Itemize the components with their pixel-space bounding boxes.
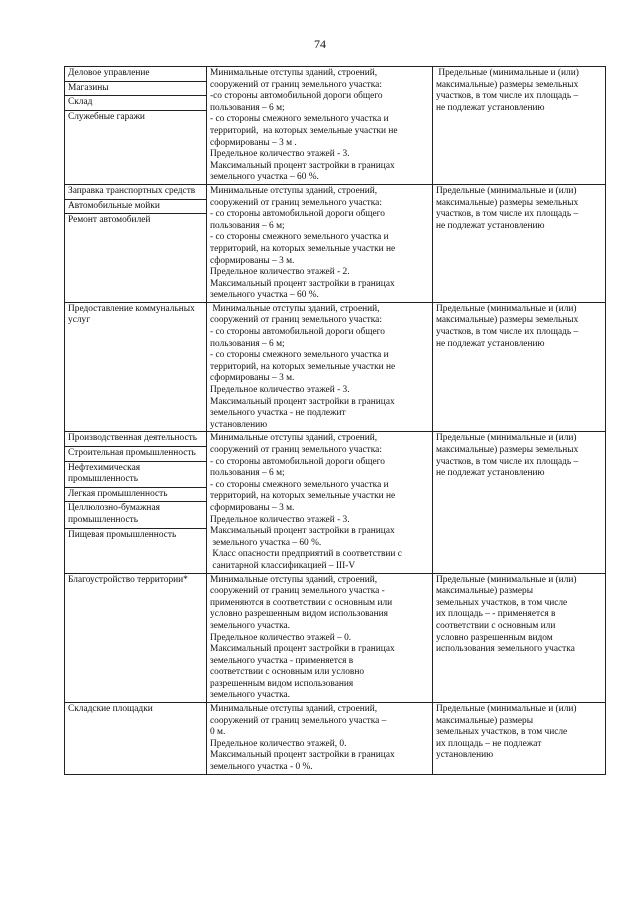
land-use-type: Строительная промышленность [65, 447, 206, 462]
parameter-line: 0 м. [210, 727, 226, 738]
land-use-type: Ремонт автомобилей [68, 215, 151, 226]
plot-size-line: не подлежат установлению [436, 220, 545, 231]
parameter-line: Предельное количество этажей - 2. [210, 267, 350, 278]
parameter-line: Предельное количество этажей - 3. [210, 514, 350, 525]
parameter-line: земельного участка - не подлежит [210, 408, 346, 419]
land-use-type: Склад [65, 96, 206, 111]
parameter-line: территорий, на которых земельные участки не [210, 243, 396, 254]
zoning-regulations-table [64, 66, 606, 775]
plot-size-cell [433, 703, 606, 775]
land-use-cell [65, 432, 207, 573]
parameter-line: пользования – 6 м; [210, 338, 285, 349]
parameter-line: санитарной классификацией – III-V [210, 560, 356, 571]
plot-size-line: их площадь – не подлежат [436, 738, 542, 749]
land-use-type: Пищевая промышленность [68, 529, 177, 540]
table-row [65, 67, 606, 185]
parameter-line: пользования – 6 м; [210, 102, 285, 113]
plot-size-line: Предельные (минимальные и (или) [436, 704, 577, 715]
parameter-line: применяются в соответствии с основным или [210, 597, 393, 608]
parameter-line: Минимальные отступы зданий, строений, [210, 68, 378, 78]
parameter-line: территорий, на которых земельные участки не [210, 125, 398, 136]
plot-size-line: участков, в том числе их площадь – [436, 209, 579, 220]
land-use-cell [65, 573, 207, 703]
parameter-line: Минимальные отступы зданий, строений, [210, 303, 380, 314]
plot-size-line: Предельные (минимальные и (или) [436, 574, 577, 585]
page-number: 74 [314, 37, 326, 51]
plot-size-cell [433, 432, 606, 573]
plot-size-line: использования земельного участка [436, 644, 575, 655]
parameter-line: земельного участка. [210, 690, 290, 701]
land-use-cell [65, 184, 207, 302]
plot-size-cell [433, 67, 606, 185]
parameter-line: Минимальные отступы зданий, строений, [210, 574, 378, 585]
parameter-line: Максимальный процент застройки в границах [210, 278, 395, 289]
plot-size-line: Предельные (минимальные и (или) [436, 303, 577, 314]
land-use-type: Автомобильные мойки [65, 200, 206, 215]
parameter-line: земельного участка – 60 %. [210, 172, 319, 183]
parameter-line: - со стороны смежного земельного участка и [210, 350, 389, 361]
parameter-line: территорий, на которых земельные участки не [210, 491, 396, 502]
table-row [65, 432, 606, 573]
plot-size-line: Предельные (минимальные и (или) [436, 433, 577, 444]
parameter-line: Максимальный процент застройки в границах [210, 644, 395, 655]
building-parameters-cell [207, 703, 433, 775]
plot-size-line: максимальные) размеры земельных [436, 315, 579, 326]
parameter-line: - со стороны смежного земельного участка и [210, 479, 389, 490]
land-use-type: Нефтехимическая промышленность [65, 462, 206, 488]
parameter-line: Максимальный процент застройки в границах [210, 396, 395, 407]
plot-size-line: Предельные (минимальные и (или) [436, 185, 577, 196]
parameter-line: территорий, на которых земельные участки не [210, 361, 396, 372]
plot-size-line: земельных участков, в том числе [436, 597, 568, 608]
plot-size-line: установлению [436, 750, 494, 761]
land-use-type: Предоставление коммунальных услуг [68, 303, 195, 326]
plot-size-line: земельных участков, в том числе [436, 727, 568, 738]
building-parameters-cell [207, 432, 433, 573]
parameter-line: Класс опасности предприятий в соответствии с [210, 549, 402, 560]
parameter-line: земельного участка – 60 %. [210, 290, 319, 301]
plot-size-cell [433, 302, 606, 432]
plot-size-line: максимальные) размеры земельных [436, 197, 579, 208]
table-row [65, 184, 606, 302]
parameter-line: соответствии с основным или условно [210, 667, 365, 678]
parameter-line: - со стороны смежного земельного участка и [210, 114, 389, 125]
parameter-line: сооружений от границ земельного участка - [210, 586, 385, 597]
plot-size-line: участков, в том числе их площадь – [436, 327, 579, 338]
parameter-line: Максимальный процент застройки в границах [210, 160, 395, 171]
plot-size-line: условно разрешенным видом [436, 632, 553, 643]
plot-size-line: максимальные) размеры [436, 715, 534, 726]
land-use-type: Благоустройство территории* [68, 574, 188, 585]
plot-size-line: максимальные) размеры [436, 586, 534, 597]
land-use-cell [65, 302, 207, 432]
parameter-line: Предельное количество этажей - 3. [210, 149, 350, 160]
parameter-line: Максимальный процент застройки в границах [210, 526, 395, 537]
land-use-type: Магазины [65, 82, 206, 97]
land-use-cell [65, 67, 207, 185]
parameter-line: земельного участка - 0 %. [210, 762, 313, 773]
table-row [65, 703, 606, 775]
parameter-line: земельного участка – 60 %. [210, 537, 322, 548]
parameter-line: сформированы – 3 м. [210, 502, 295, 513]
parameter-line: Предельное количество этажей – 0. [210, 632, 352, 643]
land-use-type: Заправка транспортных средств [65, 185, 206, 200]
parameter-line: сооружений от границ земельного участка – [210, 715, 387, 726]
parameter-line: сооружений от границ земельного участка: [210, 315, 382, 326]
parameter-line: сооружений от границ земельного участка: [210, 79, 382, 90]
parameter-line: разрешенным видом использования [210, 678, 354, 689]
building-parameters-cell [207, 302, 433, 432]
plot-size-line: максимальные) размеры земельных [436, 445, 579, 455]
land-use-type: Складские площадки [68, 704, 153, 715]
parameter-line: - со стороны автомобильной дороги общего [210, 209, 385, 220]
building-parameters-cell [207, 184, 433, 302]
parameter-line: сформированы – 3 м. [210, 255, 295, 266]
parameter-line: сформированы – 3 м . [210, 137, 297, 148]
plot-size-line: не подлежат установлению [436, 468, 545, 479]
land-use-type: Легкая промышленность [65, 488, 206, 503]
plot-size-line: не подлежат установлению [436, 102, 545, 113]
plot-size-line: максимальные) размеры земельных [436, 79, 579, 90]
parameter-line: пользования – 6 м; [210, 220, 285, 231]
parameter-line: - со стороны смежного земельного участка и [210, 232, 389, 243]
parameter-line: Минимальные отступы зданий, строений, [210, 704, 378, 715]
parameter-line: - со стороны автомобильной дороги общего [210, 327, 385, 338]
land-use-type: Производственная деятельность [65, 432, 206, 447]
plot-size-line: их площадь – - применяется в [436, 609, 556, 620]
plot-size-line: участков, в том числе их площадь – [436, 91, 579, 102]
plot-size-line: участков, в том числе их площадь – [436, 456, 579, 467]
parameter-line: Максимальный процент застройки в границах [210, 750, 395, 761]
parameter-line: сооружений от границ земельного участка: [210, 445, 382, 455]
parameter-line: Предельное количество этажей - 3. [210, 385, 350, 396]
land-use-cell [65, 703, 207, 775]
parameter-line: Предельное количество этажей, 0. [210, 738, 347, 749]
building-parameters-cell [207, 573, 433, 703]
land-use-type: Деловое управление [65, 67, 206, 82]
parameter-line: условно разрешенным видом использования [210, 609, 388, 620]
parameter-line: сформированы – 3 м. [210, 373, 295, 384]
parameter-line: - со стороны автомобильной дороги общего [210, 456, 385, 467]
table-row [65, 573, 606, 703]
plot-size-cell [433, 573, 606, 703]
parameter-line: земельного участка. [210, 620, 290, 631]
parameter-line: пользования – 6 м; [210, 468, 285, 479]
parameter-line: сооружений от границ земельного участка: [210, 197, 382, 208]
parameter-line: Минимальные отступы зданий, строений, [210, 185, 378, 196]
plot-size-line: не подлежат установлению [436, 338, 545, 349]
land-use-type: Целлюлозно-бумажная промышленность [65, 502, 206, 528]
parameter-line: -со стороны автомобильной дороги общего [210, 91, 383, 102]
building-parameters-cell [207, 67, 433, 185]
land-use-type: Служебные гаражи [68, 111, 145, 122]
parameter-line: установлению [210, 419, 268, 430]
parameter-line: Минимальные отступы зданий, строений, [210, 433, 378, 444]
plot-size-line: соответствии с основным или [436, 620, 556, 631]
plot-size-line: Предельные (минимальные и (или) [436, 68, 579, 78]
plot-size-cell [433, 184, 606, 302]
table-row [65, 302, 606, 432]
parameter-line: земельного участка - применяется в [210, 655, 354, 666]
